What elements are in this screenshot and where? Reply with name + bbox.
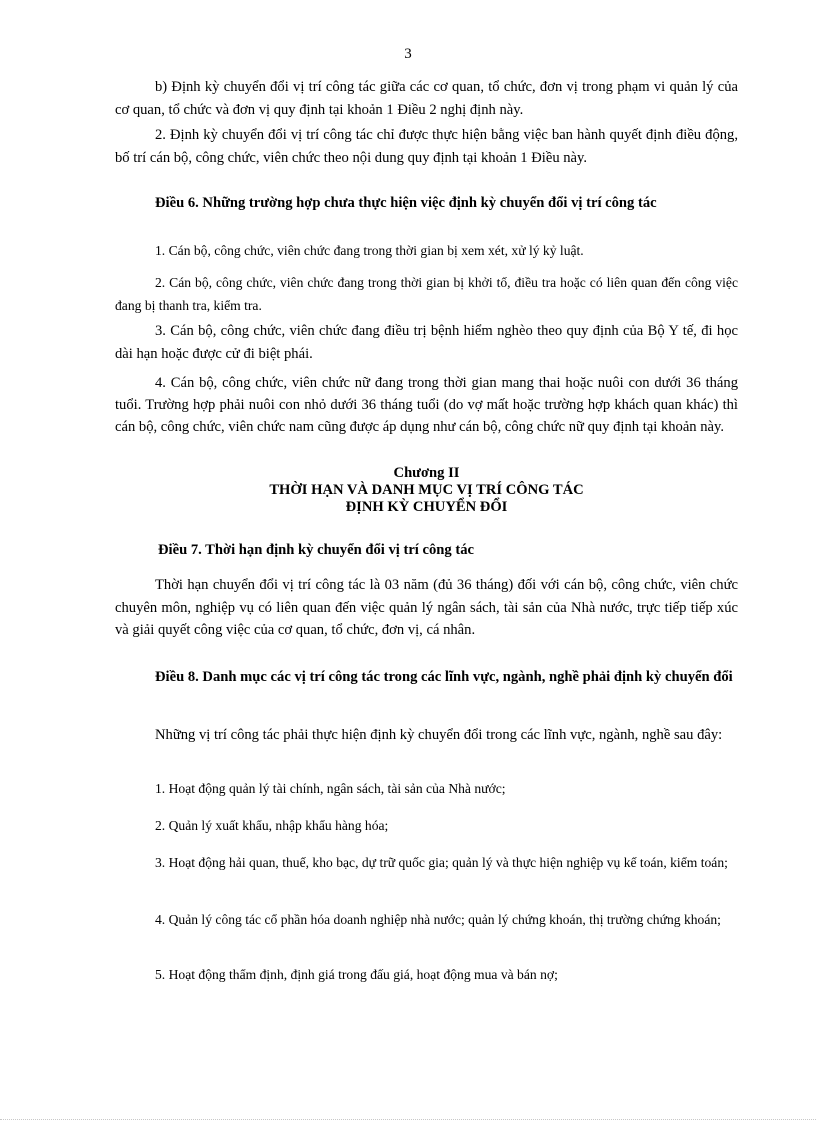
article-6-item-3: 3. Cán bộ, công chức, viên chức đang điều trị bệnh hiểm nghèo theo quy định của Bộ Y tế, đi học dài hạn hoặc được cử đi biệt phái.	[115, 323, 738, 362]
chapter-number: Chương II	[393, 465, 460, 481]
article-8-item-5: 5. Hoạt động thẩm định, định giá trong đấu giá, hoạt động mua và bán nợ;	[155, 967, 558, 982]
article-6-heading: Điều 6. Những trường hợp chưa thực hiện việc định kỳ chuyển đổi vị trí công tác	[155, 195, 657, 211]
article-8-heading: Điều 8. Danh mục các vị trí công tác trong các lĩnh vực, ngành, nghề phải định kỳ chuyển đổi	[155, 669, 733, 685]
chapter-title	[115, 465, 738, 516]
article-6-item-4: 4. Cán bộ, công chức, viên chức nữ đang trong thời gian mang thai hoặc nuôi con dưới 36 tháng tuổi. Trường hợp phải nuôi con nhỏ dưới 36 tháng tuổi (do vợ mất hoặc trường hợp khách quan khác) thì cán bộ, công chức, viên chức nam cũng được áp dụng như cán bộ, công chức nữ quy định tại khoản này.	[115, 375, 738, 435]
article-8-intro: Những vị trí công tác phải thực hiện định kỳ chuyển đổi trong các lĩnh vực, ngành, nghề sau đây:	[155, 727, 723, 743]
article-7-heading: Điều 7. Thời hạn định kỳ chuyển đổi vị trí công tác	[158, 542, 474, 558]
article-8-item-3: 3. Hoạt động hải quan, thuế, kho bạc, dự trữ quốc gia; quản lý và thực hiện nghiệp vụ kế toán, kiểm toán;	[155, 855, 728, 870]
page-bottom-border	[0, 1119, 816, 1120]
paragraph-5-2: 2. Định kỳ chuyển đổi vị trí công tác chỉ được thực hiện bằng việc ban hành quyết định điều động, bố trí cán bộ, công chức, viên chức theo nội dung quy định tại khoản 1 Điều này.	[115, 127, 738, 166]
article-6-item-1: 1. Cán bộ, công chức, viên chức đang trong thời gian bị xem xét, xử lý kỷ luật.	[155, 243, 584, 258]
paragraph-5b: b) Định kỳ chuyển đổi vị trí công tác giữa các cơ quan, tổ chức, đơn vị trong phạm vi quản lý của cơ quan, tổ chức và đơn vị quy định tại khoản 1 Điều 2 nghị định này.	[115, 79, 738, 118]
article-8-item-1: 1. Hoạt động quản lý tài chính, ngân sách, tài sản của Nhà nước;	[155, 781, 506, 796]
article-8-item-2: 2. Quản lý xuất khẩu, nhập khẩu hàng hóa;	[155, 818, 389, 833]
page-number: 3	[404, 46, 412, 62]
article-6-item-2: 2. Cán bộ, công chức, viên chức đang trong thời gian bị khởi tố, điều tra hoặc có liên quan đến công việc đang bị thanh tra, kiểm tra.	[115, 275, 738, 313]
article-8-item-4: 4. Quản lý công tác cổ phần hóa doanh nghiệp nhà nước; quản lý chứng khoán, thị trường chứng khoán;	[155, 912, 721, 927]
chapter-title-line-2: ĐỊNH KỲ CHUYỂN ĐỔI	[345, 499, 508, 515]
article-7-body: Thời hạn chuyển đổi vị trí công tác là 03 năm (đủ 36 tháng) đối với cán bộ, công chức, viên chức chuyên môn, nghiệp vụ có liên quan đến việc quản lý ngân sách, tài sản của Nhà nước, trực tiếp tiếp xúc và giải quyết công việc của cơ quan, tổ chức, đơn vị, cá nhân.	[115, 577, 738, 638]
chapter-title-line-1: THỜI HẠN VÀ DANH MỤC VỊ TRÍ CÔNG TÁC	[269, 482, 584, 498]
